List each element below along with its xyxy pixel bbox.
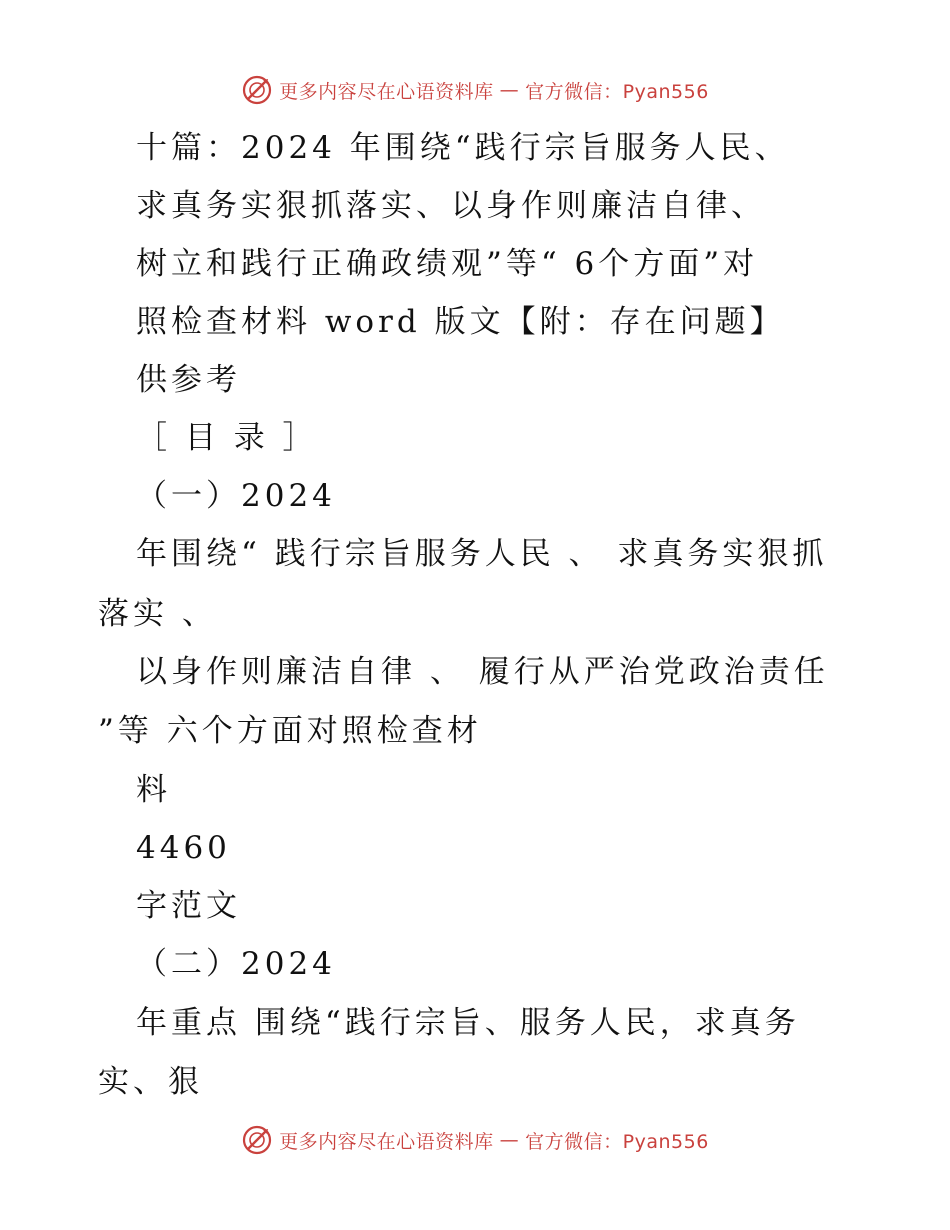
banner-account: 官方微信：Pyan556: [525, 1130, 709, 1153]
toc-item-1-line-1: 年围绕“ 践行宗旨服务人民 、 求真务实狠抓: [136, 536, 828, 572]
banner-dash: —: [499, 1129, 520, 1151]
title-line-5: 供参考: [136, 362, 241, 398]
toc-item-2-line-1: 年重点 围绕“践行宗旨、服务人民，求真务: [136, 1005, 800, 1041]
toc-item-2-line-2: 实、狠: [98, 1064, 203, 1100]
toc-item-1-line-4: ”等 六个方面对照检查材: [98, 713, 482, 749]
banner-text: 更多内容尽在心语资料库: [279, 1130, 494, 1153]
header-watermark-banner: [0, 70, 950, 110]
banner-dash: —: [499, 79, 520, 101]
toc-heading: ［ 目 录 ］: [136, 420, 318, 456]
title-line-1: 十篇：2024 年围绕“践行宗旨服务人民、: [136, 130, 790, 166]
title-line-4: 照检查材料 word 版文【附：存在问题】: [136, 304, 785, 340]
title-line-3: 树立和践行正确政绩观”等“ 6个方面”对: [136, 246, 759, 282]
toc-item-1-line-6: 字范文: [136, 888, 241, 924]
brand-logo-icon: [241, 1124, 273, 1156]
footer-watermark-banner: [0, 1120, 950, 1160]
brand-logo-icon: [241, 74, 273, 106]
toc-item-1-line-2: 落实 、: [98, 596, 217, 632]
toc-item-1-line-3: 以身作则廉洁自律 、 履行从严治党政治责任: [136, 654, 829, 690]
banner-account: 官方微信：Pyan556: [525, 80, 709, 103]
title-line-2: 求真务实狠抓落实、以身作则廉洁自律、: [136, 188, 766, 224]
banner-text: 更多内容尽在心语资料库: [279, 80, 494, 103]
toc-item-1-number: （一）2024: [136, 478, 336, 514]
toc-item-2-number: （二）2024: [136, 946, 336, 982]
toc-item-1-line-5: 料: [136, 772, 171, 808]
toc-item-1-wordcount: 4460: [136, 830, 231, 866]
